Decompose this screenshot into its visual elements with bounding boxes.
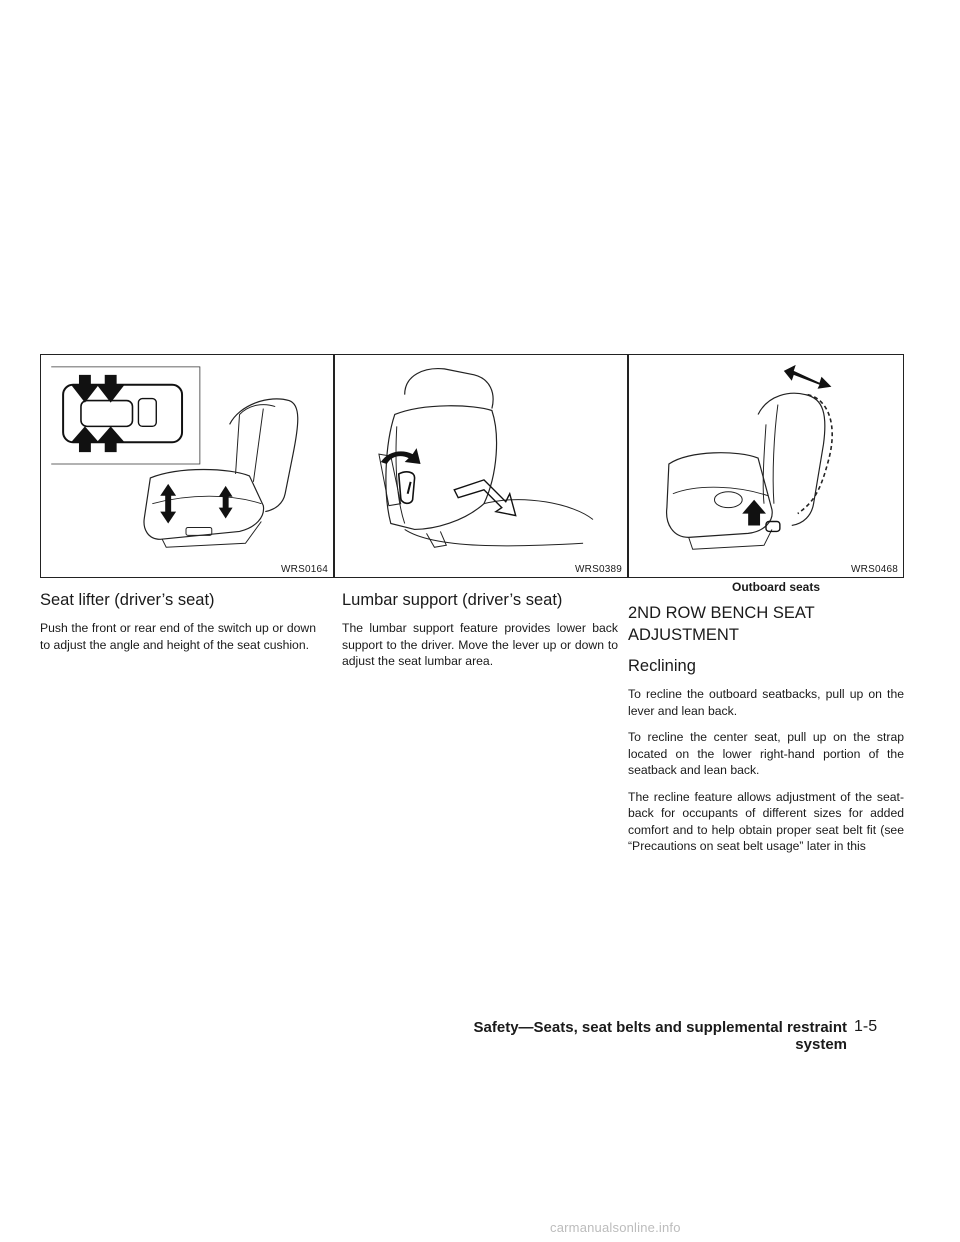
watermark: carmanualsonline.info	[550, 1220, 681, 1235]
seat-lifter-heading: Seat lifter (driver’s seat)	[40, 591, 215, 609]
section-title-line-2: ADJUSTMENT	[628, 626, 739, 644]
figure-code: WRS0164	[281, 564, 328, 575]
figure-seat-lifter	[40, 354, 334, 578]
figure-outboard-seats	[628, 354, 904, 578]
section-title	[628, 602, 904, 646]
page-number: 1-5	[854, 1018, 878, 1035]
reclining-paragraph-2: To recline the center seat, pull up on the strap located on the lower right-hand portion of the seatback and lean back.	[628, 730, 904, 777]
outboard-seats-illustration	[629, 355, 903, 577]
figure-code: WRS0389	[575, 564, 622, 575]
figure-lumbar-support	[334, 354, 628, 578]
section-title-line-1: 2ND ROW BENCH SEAT	[628, 604, 815, 622]
reclining-paragraph-1: To recline the outboard seatbacks, pull up on the lever and lean back.	[628, 687, 904, 718]
lumbar-support-section	[342, 590, 618, 680]
seat-lifter-body: Push the front or rear end of the switch up or down to adjust the angle and height of the seat cushion.	[40, 621, 316, 652]
seat-lifter-illustration	[41, 355, 333, 577]
reclining-heading: Reclining	[628, 657, 696, 675]
second-row-section	[628, 580, 904, 865]
figure-caption: Outboard seats	[731, 580, 821, 594]
lumbar-support-heading: Lumbar support (driver’s seat)	[342, 591, 563, 609]
footer-chapter-title: Safety—Seats, seat belts and supplemental restraint system	[473, 1019, 847, 1053]
figure-code: WRS0468	[851, 564, 898, 575]
lumbar-support-body: The lumbar support feature provides lower back support to the driver. Move the lever up or down to adjust the seat lumbar area.	[342, 621, 618, 668]
seat-lifter-section	[40, 590, 316, 663]
lumbar-support-illustration	[335, 355, 627, 577]
reclining-paragraph-3: The recline feature allows adjustment of the seat-back for occupants of different sizes for added comfort and to help obtain proper seat belt fit (see “Precautions on seat belt usage” later in this	[628, 789, 904, 853]
